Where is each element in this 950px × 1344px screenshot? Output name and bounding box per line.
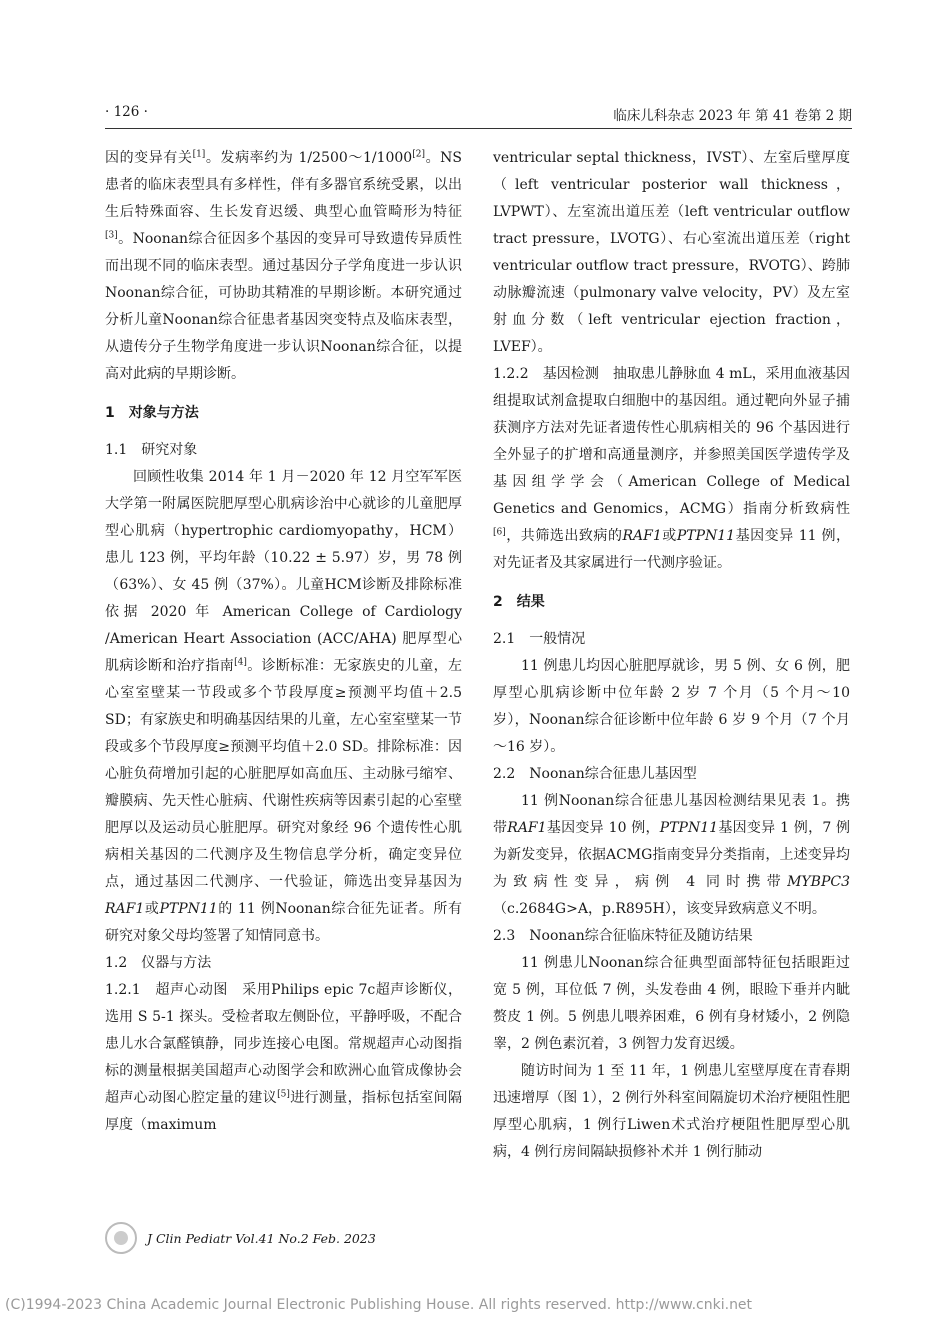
footer-journal: J Clin Pediatr Vol.41 No.2 Feb. 2023 bbox=[147, 1230, 376, 1246]
echo-paragraph: 1.2.1 超声心动图 采用Philips epic 7c超声诊断仪，选用 S 5-1 探头。受检者取左侧卧位，平静呼吸，不配合患儿水合氯醛镇静，同步连接心电图。常规超声心动图指标的测量根据美国超声心动图学会和欧洲心血管成像协会超声心动图心腔定量的建议[5]进行测量，指标包括室间隔厚度（maximum bbox=[105, 982, 462, 1133]
citation: [2] bbox=[412, 149, 425, 160]
gene-name: RAF1 bbox=[622, 528, 662, 544]
gene-name: MYBPC3 bbox=[787, 874, 850, 890]
section-heading: 2 结果 bbox=[493, 594, 545, 610]
citation: [6] bbox=[493, 527, 506, 538]
general-paragraph: 11 例患儿均因心脏肥厚就诊，男 5 例、女 6 例，肥厚型心肌病诊断中位年龄 2 岁 7 个月（5 个月～10 岁），Noonan综合征诊断中位年龄 6 岁 9 个月（7 个月～16 岁）。 bbox=[493, 658, 850, 755]
gene-test-paragraph: 1.2.2 基因检测 抽取患儿静脉血 4 mL，采用血液基因组提取试剂盒提取白细胞中的基因组。通过靶向外显子捕获测序方法对先证者遗传性心肌病相关的 96 个基因进行全外显子的扩增和高通量测序，并参照美国医学遗传学及基因组学学会（American College of Medical Genetics and Genomics，ACMG）指南分析致病性[6]，共筛选出致病的RAF1或PTPN11基因变异 11 例，对先证者及其家属进行一代测序验证。 bbox=[493, 366, 851, 571]
citation: [3] bbox=[105, 230, 118, 241]
subsection-heading: 1.2 仪器与方法 bbox=[105, 955, 212, 971]
genotype-paragraph: 11 例Noonan综合征患儿基因检测结果见表 1。携带RAF1基因变异 10 例，PTPN11基因变异 1 例，7 例为新发变异，依据ACMG指南变异分类指南，上述变异均为致病性变异，病例 4 同时携带MYBPC3（c.2684G>A，p.R895H），该变异致病意义不明。 bbox=[493, 793, 851, 917]
citation: [4] bbox=[234, 657, 247, 668]
followup-paragraph: 随访时间为 1 至 11 年，1 例患儿室壁厚度在青春期迅速增厚（图 1），2 例行外科室间隔旋切术治疗梗阻性肥厚型心肌病，1 例行Liwen术式治疗梗阻性肥厚型心肌病，4 例行房间隔缺损修补术并 1 例行肺动 bbox=[493, 1063, 850, 1160]
subjects-paragraph: 回顾性收集 2014 年 1 月－2020 年 12 月空军军医大学第一附属医院肥厚型心肌病诊治中心就诊的儿童肥厚型心肌病（hypertrophic cardiomyopathy，HCM）患儿 123 例，平均年龄（10.22 ± 5.97）岁，男 78 例（63%）、女 45 例（37%）。儿童HCM诊断及排除标准依据 2020 年 American College of Cardiology /American Heart Association (ACC/AHA) 肥厚型心肌病诊断和治疗指南[4]。诊断标准：无家族史的儿童，左心室室壁某一节段或多个节段厚度≥预测平均值＋2.5 SD；有家族史和明确基因结果的儿童，左心室室壁某一节段或多个节段厚度≥预测平均值＋2.0 SD。排除标准：因心脏负荷增加引起的心脏肥厚如高血压、主动脉弓缩窄、瓣膜病、先天性心脏病、代谢性疾病等因素引起的心室壁肥厚以及运动员心脏肥厚。研究对象经 96 个遗传性心肌病相关基因的二代测序及生物信息学分析，确定变异位点，通过基因二代测序、一代验证，筛选出变异基因为RAF1或PTPN11的 11 例Noonan综合征先证者。所有研究对象父母均签署了知情同意书。 bbox=[105, 469, 463, 944]
subsection-heading: 2.1 一般情况 bbox=[493, 631, 586, 647]
right-column bbox=[493, 145, 850, 1166]
section-heading: 1 对象与方法 bbox=[105, 405, 199, 421]
header-rule bbox=[105, 128, 852, 129]
subsection-heading: 1.1 研究对象 bbox=[105, 442, 198, 458]
page-number: · 126 · bbox=[105, 104, 148, 120]
intro-paragraph: 因的变异有关[1]。发病率约为 1/2500～1/1000[2]。NS患者的临床表型具有多样性，伴有多器官系统受累，以出生后特殊面容、生长发育迟缓、典型心血管畸形为特征[3]。Noonan综合征因多个基因的变异可导致遗传异质性而出现不同的临床表型。通过基因分子学角度进一步认识Noonan综合征，可协助其精准的早期诊断。本研究通过分析儿童Noonan综合征患者基因突变特点及临床表型，从遗传分子生物学角度进一步认识Noonan综合征，以提高对此病的早期诊断。 bbox=[105, 149, 462, 382]
citation: [5] bbox=[277, 1089, 290, 1100]
gene-name: PTPN11 bbox=[676, 528, 736, 544]
subsection-heading: 2.2 Noonan综合征患儿基因型 bbox=[493, 766, 697, 782]
copyright-notice: (C)1994-2023 China Academic Journal Electronic Publishing House. All rights reserved. http://www.cnki.net bbox=[5, 1297, 753, 1313]
echo-paragraph-cont: ventricular septal thickness，IVST）、左室后壁厚度（left ventricular posterior wall thickness，LVPWT）、左室流出道压差（left ventricular outflow tract pressure，LVOTG）、右心室流出道压差（right ventricular outflow tract pressure，RVOTG）、跨肺动脉瓣流速（pulmonary valve velocity，PV）及左室射血分数（left ventricular ejection fraction，LVEF）。 bbox=[493, 150, 850, 355]
citation: [1] bbox=[192, 149, 206, 160]
clinical-paragraph: 11 例患儿Noonan综合征典型面部特征包括眼距过宽 5 例，耳位低 7 例，头发卷曲 4 例，眼睑下垂并内眦赘皮 1 例。5 例患儿喂养困难，6 例有身材矮小，2 例隐睾，2 例色素沉着，3 例智力发育迟缓。 bbox=[493, 955, 850, 1052]
left-column bbox=[105, 145, 462, 1139]
subsection-heading: 2.3 Noonan综合征临床特征及随访结果 bbox=[493, 928, 753, 944]
gene-name: RAF1 bbox=[507, 820, 547, 836]
running-header: 临床儿科杂志 2023 年 第 41 卷第 2 期 bbox=[613, 108, 852, 124]
gene-name: PTPN11 bbox=[659, 820, 719, 836]
gene-name: RAF1 bbox=[105, 901, 145, 917]
gene-name: PTPN11 bbox=[159, 901, 218, 917]
page-footer bbox=[105, 1222, 376, 1254]
journal-logo-icon bbox=[105, 1222, 137, 1254]
